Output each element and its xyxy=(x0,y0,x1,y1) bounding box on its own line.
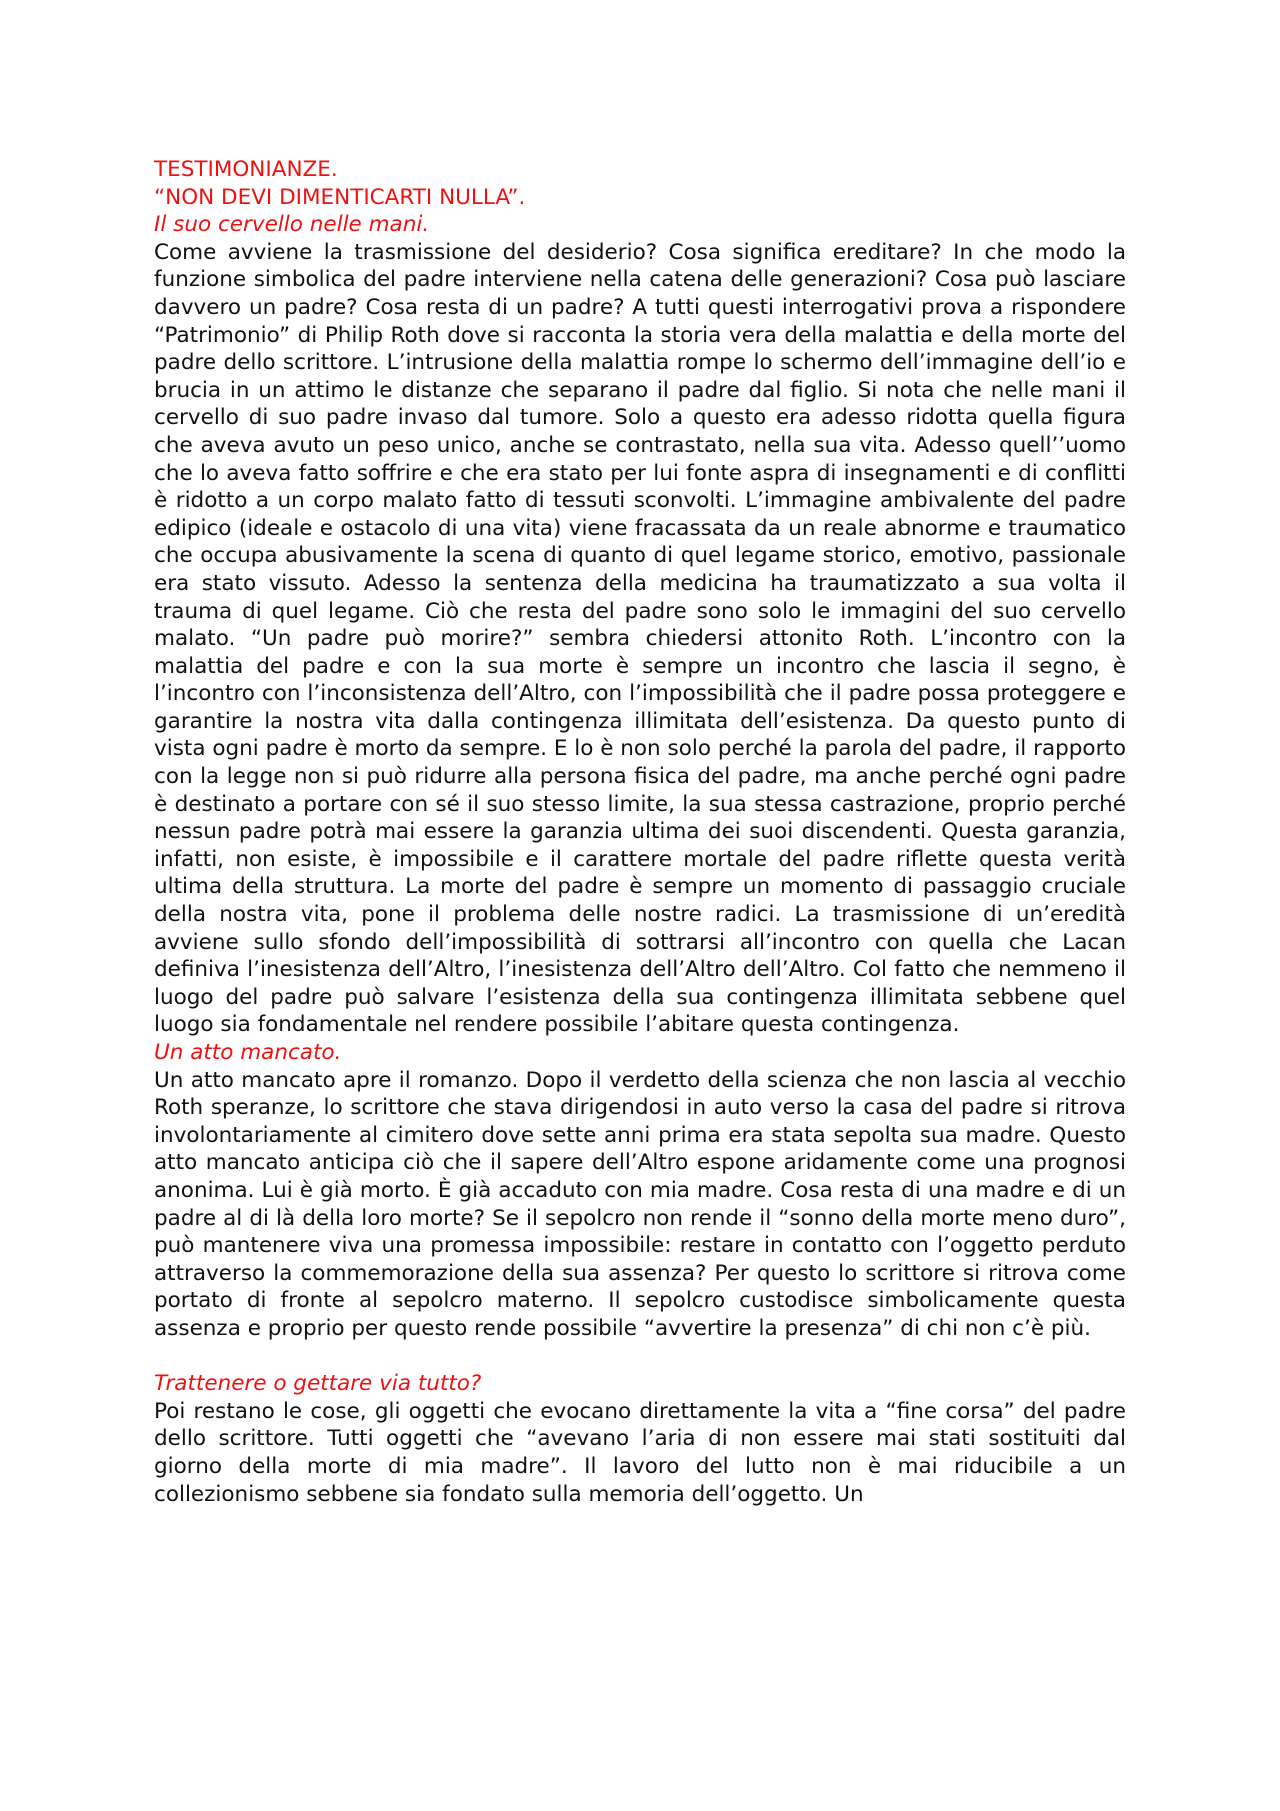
section-body-trattenere: Poi restano le cose, gli oggetti che evocano direttamente la vita a “fine corsa” del padre dello scrittore. Tutti oggetti che “avevano l’aria di non essere mai stati sostituiti dal giorno della morte di mia madre”. Il lavoro del lutto non è mai riducibile a un collezionismo sebbene sia fondato sulla memoria dell’oggetto. Un xyxy=(154,1398,1126,1507)
section-body-atto-mancato: Un atto mancato apre il romanzo. Dopo il verdetto della scienza che non lascia al vecchio Roth speranze, lo scrittore che stava dirigendosi in auto verso la casa del padre si ritrova involontariamente al cimitero dove sette anni prima era stata sepolta sua madre. Questo atto mancato anticipa ciò che il sapere dell’Altro espone aridamente come una prognosi anonima. Lui è già morto. È già accaduto con mia madre. Cosa resta di una madre e di un padre al di là della loro morte? Se il sepolcro non rende il “sonno della morte meno duro”, può mantenere viva una promessa impossibile: restare in contatto con l’oggetto perduto attraverso la commemorazione della sua assenza? Per questo lo scrittore si ritrova come portato di fronte al sepolcro materno. Il sepolcro custodisce simbolicamente questa assenza e proprio per questo rende possibile “avvertire la presenza” di chi non c’è più. xyxy=(154,1067,1126,1341)
paragraph-spacer xyxy=(154,1343,1126,1371)
document-heading-quote: “NON DEVI DIMENTICARTI NULLA”. xyxy=(154,184,526,210)
section-title-cervello: Il suo cervello nelle mani. xyxy=(154,212,430,238)
document-page xyxy=(154,156,1126,1508)
section-body-cervello: Come avviene la trasmissione del desiderio? Cosa significa ereditare? In che modo la funzione simbolica del padre interviene nella catena delle generazioni? Cosa può lasciare davvero un padre? Cosa resta di un padre? A tutti questi interrogativi prova a rispondere “Patrimonio” di Philip Roth dove si racconta la storia vera della malattia e della morte del padre dello scrittore. L’intrusione della malattia rompe lo schermo dell’immagine dell’io e brucia in un attimo le distanze che separano il padre dal figlio. Si nota che nelle mani il cervello di suo padre invaso dal tumore. Solo a questo era adesso ridotta quella figura che aveva avuto un peso unico, anche se contrastato, nella sua vita. Adesso quell’’uomo che lo aveva fatto soffrire e che era stato per lui fonte aspra di insegnamenti e di conflitti è ridotto a un corpo malato fatto di tessuti sconvolti. L’immagine ambivalente del padre edipico (ideale e ostacolo di una vita) viene fracassata da un reale abnorme e traumatico che occupa abusivamente la scena di quanto di quel legame storico, emotivo, passionale era stato vissuto. Adesso la sentenza della medicina ha traumatizzato a sua volta il trauma di quel legame. Ciò che resta del padre sono solo le immagini del suo cervello malato. “Un padre può morire?” sembra chiedersi attonito Roth. L’incontro con la malattia del padre e con la sua morte è sempre un incontro che lascia il segno, è l’incontro con l’inconsistenza dell’Altro, con l’impossibilità che il padre possa proteggere e garantire la nostra vita dalla contingenza illimitata dell’esistenza. Da questo punto di vista ogni padre è morto da sempre. E lo è non solo perché la parola del padre, il rapporto con la legge non si può ridurre alla persona fisica del padre, ma anche perché ogni padre è destinato a portare con sé il suo stesso limite, la sua stessa castrazione, proprio perché nessun padre potrà mai essere la garanzia ultima dei suoi discendenti. Questa garanzia, infatti, non esiste, è impossibile e il carattere mortale del padre riflette questa verità ultima della struttura. La morte del padre è sempre un momento di passaggio cruciale della nostra vita, pone il problema delle nostre radici. La trasmissione di un’eredità avviene sullo sfondo dell’impossibilità di sottrarsi all’incontro con quella che Lacan definiva l’inesistenza dell’Altro, l’inesistenza dell’Altro dell’Altro. Col fatto che nemmeno il luogo del padre può salvare l’esistenza della sua contingenza illimitata sebbene quel luogo sia fondamentale nel rendere possibile l’abitare questa contingenza. xyxy=(154,239,1126,1038)
section-title-trattenere: Trattenere o gettare via tutto? xyxy=(154,1371,482,1397)
section-title-atto-mancato: Un atto mancato. xyxy=(154,1040,342,1065)
document-heading-testimonianze: TESTIMONIANZE. xyxy=(154,157,338,182)
